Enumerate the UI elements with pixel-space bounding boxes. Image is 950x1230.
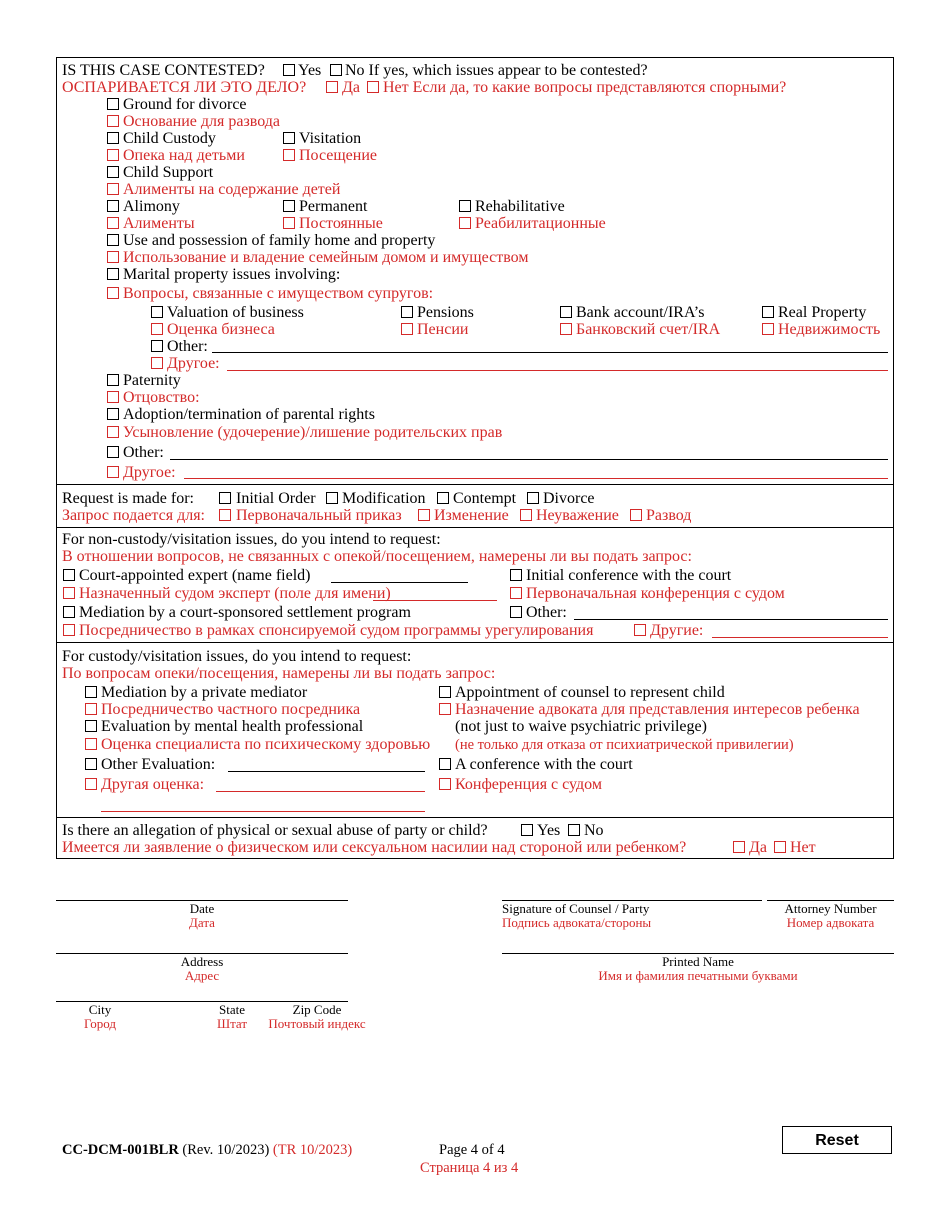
non-custody-question: For non-custody/visitation issues, do you intend to request:	[62, 531, 441, 548]
non-custody-other-field[interactable]	[574, 619, 888, 620]
zip-label-ru: Почтовый индекс	[268, 1016, 366, 1031]
abuse-yes-label-ru: Да	[749, 839, 768, 856]
contested-no-checkbox[interactable]	[330, 64, 342, 76]
ground-divorce-checkbox[interactable]	[107, 98, 119, 110]
permanent-checkbox-ru[interactable]	[283, 217, 295, 229]
abuse-question-ru: Имеется ли заявление о физическом или сексуальном насилии над стороной или ребенком?	[62, 839, 687, 856]
signature-label-ru: Подпись адвоката/стороны	[502, 915, 652, 930]
court-conference-checkbox[interactable]	[439, 758, 451, 770]
page-number-ru: Страница 4 из 4	[420, 1160, 519, 1176]
signature-label: Signature of Counsel / Party	[502, 901, 650, 916]
reset-button[interactable]: Reset	[782, 1126, 892, 1154]
issue-other-field[interactable]	[170, 459, 888, 460]
section-divider	[56, 527, 894, 528]
child-counsel-checkbox-ru[interactable]	[439, 703, 451, 715]
private-mediator-label: Mediation by a private mediator	[101, 684, 308, 701]
initial-conference-label-ru: Первоначальная конференция с судом	[526, 585, 785, 602]
modification-label-ru: Изменение	[434, 507, 509, 524]
form-translation-rev: (TR 10/2023)	[272, 1142, 353, 1158]
bank-account-checkbox-ru[interactable]	[560, 323, 572, 335]
alimony-checkbox[interactable]	[107, 200, 119, 212]
custody-question: For custody/visitation issues, do you intend to request:	[62, 648, 412, 665]
abuse-no-checkbox-ru[interactable]	[774, 841, 786, 853]
divorce-checkbox[interactable]	[527, 492, 539, 504]
date-label-ru: Дата	[189, 915, 215, 930]
child-support-checkbox[interactable]	[107, 166, 119, 178]
abuse-yes-checkbox-ru[interactable]	[733, 841, 745, 853]
contested-yes-label-ru: Да	[342, 79, 361, 96]
court-expert-checkbox-ru[interactable]	[63, 587, 75, 599]
waive-privilege-note: (not just to waive psychiatric privilege)	[455, 718, 707, 735]
page-number: Page 4 of 4	[439, 1142, 505, 1158]
visitation-label-ru: Посещение	[299, 147, 377, 164]
non-custody-other-checkbox[interactable]	[510, 606, 522, 618]
property-other-checkbox-ru[interactable]	[151, 357, 163, 369]
child-custody-checkbox-ru[interactable]	[107, 149, 119, 161]
adoption-checkbox-ru[interactable]	[107, 426, 119, 438]
bank-account-label-ru: Банковский счет/IRA	[576, 321, 721, 338]
settlement-mediation-checkbox[interactable]	[63, 606, 75, 618]
rehabilitative-checkbox[interactable]	[459, 200, 471, 212]
real-property-label-ru: Недвижимость	[778, 321, 881, 338]
child-support-label: Child Support	[123, 164, 214, 181]
city-label-ru: Город	[83, 1016, 117, 1031]
rehabilitative-checkbox-ru[interactable]	[459, 217, 471, 229]
other-evaluation-field-ru[interactable]	[216, 791, 425, 792]
zip-label: Zip Code	[292, 1002, 342, 1017]
abuse-no-checkbox[interactable]	[568, 824, 580, 836]
permanent-label-ru: Постоянные	[299, 215, 383, 232]
child-support-label-ru: Алименты на содержание детей	[123, 181, 341, 198]
pensions-checkbox[interactable]	[401, 306, 413, 318]
child-counsel-label: Appointment of counsel to represent child	[455, 684, 725, 701]
contested-no-label: No If yes, which issues appear to be contested?	[345, 62, 648, 79]
request-for-label-ru: Запрос подается для:	[62, 507, 205, 524]
valuation-checkbox-ru[interactable]	[151, 323, 163, 335]
mental-health-eval-label: Evaluation by mental health professional	[101, 718, 364, 735]
contested-question: IS THIS CASE CONTESTED?	[62, 62, 265, 79]
visitation-checkbox-ru[interactable]	[283, 149, 295, 161]
settlement-mediation-label: Mediation by a court-sponsored settlement program	[79, 604, 411, 621]
court-conference-checkbox-ru[interactable]	[439, 778, 451, 790]
non-custody-question-ru: В отношении вопросов, не связанных с опекой/посещением, намерены ли вы подать запрос:	[62, 548, 692, 565]
valuation-checkbox[interactable]	[151, 306, 163, 318]
non-custody-other-field-ru[interactable]	[712, 637, 888, 638]
contested-yes-label: Yes	[298, 62, 322, 79]
property-other-field-ru[interactable]	[227, 370, 888, 371]
other-evaluation-checkbox-ru[interactable]	[85, 778, 97, 790]
other-evaluation-label: Other Evaluation:	[101, 756, 216, 773]
non-custody-other-label-ru: Другие:	[650, 622, 704, 639]
mental-health-eval-label-ru: Оценка специалиста по психическому здоровью	[101, 736, 431, 753]
alimony-checkbox-ru[interactable]	[107, 217, 119, 229]
court-expert-label-ru: Назначенный судом эксперт (поле для имени)	[79, 585, 391, 602]
court-expert-name-field-ru[interactable]	[373, 600, 497, 601]
address-label: Address	[180, 954, 224, 969]
family-home-label-ru: Использование и владение семейным домом и имуществом	[123, 249, 529, 266]
ground-divorce-label-ru: Основание для развода	[123, 113, 281, 130]
family-home-checkbox-ru[interactable]	[107, 251, 119, 263]
contempt-label-ru: Неуважение	[536, 507, 619, 524]
contested-question-ru: ОСПАРИВАЕТСЯ ЛИ ЭТО ДЕЛО?	[62, 79, 307, 96]
child-custody-checkbox[interactable]	[107, 132, 119, 144]
private-mediator-label-ru: Посредничество частного посредника	[101, 701, 361, 718]
real-property-label: Real Property	[778, 304, 867, 321]
waive-privilege-note-ru: (не только для отказа от психиатрической привилегии)	[455, 737, 794, 753]
divorce-label-ru: Развод	[646, 507, 692, 524]
request-for-label: Request is made for:	[62, 490, 194, 507]
abuse-yes-label: Yes	[537, 822, 561, 839]
settlement-mediation-label-ru: Посредничество в рамках спонсируемой судом программы урегулирования	[79, 622, 594, 639]
issue-other-label-ru: Другое:	[123, 464, 176, 481]
bank-account-checkbox[interactable]	[560, 306, 572, 318]
section-divider	[56, 484, 894, 485]
abuse-yes-checkbox[interactable]	[521, 824, 533, 836]
adoption-checkbox[interactable]	[107, 408, 119, 420]
paternity-label-ru: Отцовство:	[123, 389, 200, 406]
court-expert-label: Court-appointed expert (name field)	[79, 567, 311, 584]
initial-order-label: Initial Order	[236, 490, 316, 507]
pensions-label: Pensions	[417, 304, 474, 321]
marital-property-checkbox-ru[interactable]	[107, 287, 119, 299]
pensions-label-ru: Пенсии	[417, 321, 469, 338]
form-id: CC-DCM-001BLR	[62, 1142, 179, 1158]
real-property-checkbox[interactable]	[762, 306, 774, 318]
valuation-label-ru: Оценка бизнеса	[167, 321, 275, 338]
other-evaluation-field[interactable]	[228, 771, 425, 772]
property-other-label: Other:	[167, 338, 208, 355]
marital-property-label: Marital property issues involving:	[123, 266, 341, 283]
child-custody-label: Child Custody	[123, 130, 216, 147]
permanent-label: Permanent	[299, 198, 368, 215]
section-divider	[56, 817, 894, 818]
modification-label: Modification	[342, 490, 426, 507]
real-property-checkbox-ru[interactable]	[762, 323, 774, 335]
contested-yes-checkbox-ru[interactable]	[326, 81, 338, 93]
mental-health-eval-checkbox[interactable]	[85, 720, 97, 732]
valuation-label: Valuation of business	[167, 304, 304, 321]
initial-order-label-ru: Первоначальный приказ	[236, 507, 402, 524]
contested-no-label-ru: Нет Если да, то какие вопросы представляются спорными?	[383, 79, 787, 96]
issue-other-checkbox-ru[interactable]	[107, 466, 119, 478]
contempt-checkbox[interactable]	[437, 492, 449, 504]
section-divider	[56, 642, 894, 643]
permanent-checkbox[interactable]	[283, 200, 295, 212]
property-other-field[interactable]	[212, 352, 888, 353]
modification-checkbox-ru[interactable]	[418, 509, 430, 521]
paternity-checkbox[interactable]	[107, 374, 119, 386]
family-home-checkbox[interactable]	[107, 234, 119, 246]
non-custody-other-label: Other:	[526, 604, 567, 621]
address-label-ru: Адрес	[184, 968, 220, 983]
other-evaluation-checkbox[interactable]	[85, 758, 97, 770]
custody-question-ru: По вопросам опеки/посещения, намерены ли вы подать запрос:	[62, 665, 496, 682]
printed-name-label: Printed Name	[662, 954, 734, 969]
form-revision: (Rev. 10/2023)	[182, 1142, 270, 1158]
attorney-number-label-ru: Номер адвоката	[786, 915, 875, 930]
initial-conference-label: Initial conference with the court	[526, 567, 732, 584]
other-evaluation-label-ru: Другая оценка:	[101, 776, 205, 793]
alimony-label-ru: Алименты	[123, 215, 195, 232]
abuse-no-label-ru: Нет	[790, 839, 816, 856]
family-home-label: Use and possession of family home and property	[123, 232, 436, 249]
contested-yes-checkbox[interactable]	[283, 64, 295, 76]
ground-divorce-label: Ground for divorce	[123, 96, 247, 113]
property-other-label-ru: Другое:	[167, 355, 220, 372]
bank-account-label: Bank account/IRA’s	[576, 304, 705, 321]
city-label: City	[88, 1002, 112, 1017]
child-counsel-label-ru: Назначение адвоката для представления интересов ребенка	[455, 701, 860, 718]
contempt-label: Contempt	[453, 490, 517, 507]
other-evaluation-field-line2[interactable]	[101, 811, 425, 812]
ground-divorce-checkbox-ru[interactable]	[107, 115, 119, 127]
abuse-question: Is there an allegation of physical or sexual abuse of party or child?	[62, 822, 488, 839]
initial-conference-checkbox-ru[interactable]	[510, 587, 522, 599]
alimony-label: Alimony	[123, 198, 180, 215]
state-label: State	[219, 1002, 245, 1017]
court-expert-name-field[interactable]	[331, 582, 468, 583]
marital-property-checkbox[interactable]	[107, 268, 119, 280]
marital-property-label-ru: Вопросы, связанные с имуществом супругов:	[123, 285, 434, 302]
paternity-checkbox-ru[interactable]	[107, 391, 119, 403]
non-custody-other-checkbox-ru[interactable]	[634, 624, 646, 636]
contested-no-checkbox-ru[interactable]	[367, 81, 379, 93]
child-support-checkbox-ru[interactable]	[107, 183, 119, 195]
court-conference-label: A conference with the court	[455, 756, 633, 773]
property-other-checkbox[interactable]	[151, 340, 163, 352]
contempt-checkbox-ru[interactable]	[520, 509, 532, 521]
date-label: Date	[189, 901, 215, 916]
divorce-label: Divorce	[543, 490, 595, 507]
divorce-checkbox-ru[interactable]	[630, 509, 642, 521]
rehabilitative-label-ru: Реабилитационные	[475, 215, 606, 232]
mental-health-eval-checkbox-ru[interactable]	[85, 738, 97, 750]
issue-other-checkbox[interactable]	[107, 446, 119, 458]
initial-conference-checkbox[interactable]	[510, 569, 522, 581]
initial-order-checkbox-ru[interactable]	[219, 509, 231, 521]
issue-other-label: Other:	[123, 444, 164, 461]
private-mediator-checkbox[interactable]	[85, 686, 97, 698]
pensions-checkbox-ru[interactable]	[401, 323, 413, 335]
visitation-checkbox[interactable]	[283, 132, 295, 144]
paternity-label: Paternity	[123, 372, 181, 389]
child-counsel-checkbox[interactable]	[439, 686, 451, 698]
private-mediator-checkbox-ru[interactable]	[85, 703, 97, 715]
issue-other-field-ru[interactable]	[184, 478, 888, 479]
court-conference-label-ru: Конференция с судом	[455, 776, 602, 793]
visitation-label: Visitation	[299, 130, 362, 147]
rehabilitative-label: Rehabilitative	[475, 198, 565, 215]
court-expert-checkbox[interactable]	[63, 569, 75, 581]
state-label-ru: Штат	[216, 1016, 248, 1031]
form-footer-id	[62, 1142, 352, 1159]
adoption-label: Adoption/termination of parental rights	[123, 406, 375, 423]
adoption-label-ru: Усыновление (удочерение)/лишение родительских прав	[123, 424, 503, 441]
modification-checkbox[interactable]	[326, 492, 338, 504]
child-custody-label-ru: Опека над детьми	[123, 147, 245, 164]
printed-name-label-ru: Имя и фамилия печатными буквами	[598, 968, 798, 983]
settlement-mediation-checkbox-ru[interactable]	[63, 624, 75, 636]
abuse-no-label: No	[584, 822, 604, 839]
attorney-number-label: Attorney Number	[784, 901, 877, 916]
initial-order-checkbox[interactable]	[219, 492, 231, 504]
